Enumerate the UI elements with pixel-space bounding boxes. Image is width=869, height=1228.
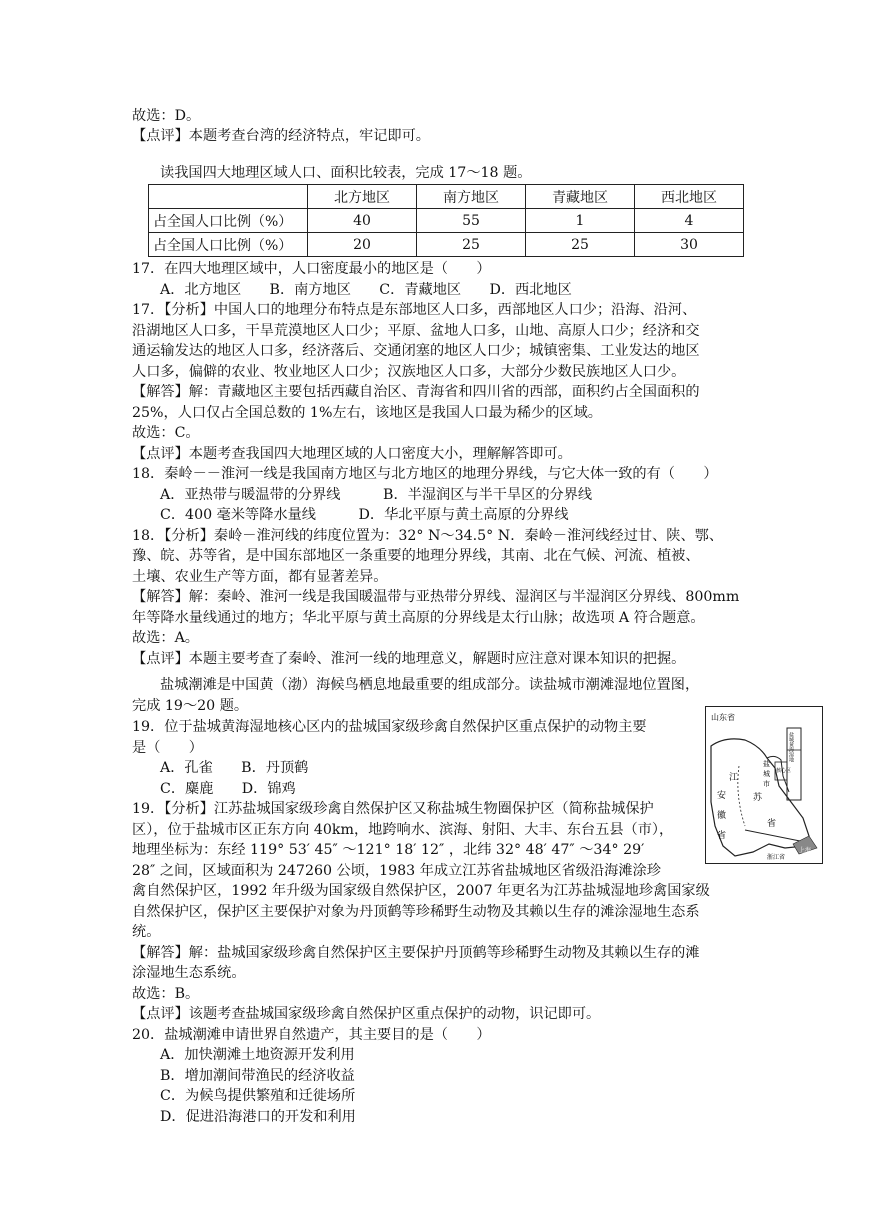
text-line: 统。 [132,924,161,940]
comment-line: 【点评】本题考查台湾的经济特点，牢记即可。 [132,128,430,144]
text-line: 土壤、农业生产等方面，都有显著差异。 [132,568,388,585]
row-label: 占全国人口比例（%） [149,209,308,233]
text-line: 涂湿地生态系统。 [132,965,246,981]
text-line: 沿湖地区人口多，干旱荒漠地区人口少；平原、盆地人口多，山地、高原人口少；经济和交 [132,322,700,339]
table-header-cell: 南方地区 [417,185,526,209]
answer-line: 故选：D。 [132,108,201,124]
table-cell: 25 [417,233,526,257]
table-header-cell: 青藏地区 [526,185,635,209]
question-intro: 读我国四大地理区域人口、面积比较表，完成 17～18 题。 [160,165,532,181]
text-line: 18．秦岭－－淮河一线是我国南方地区与北方地区的地理分界线，与它大体一致的有（ ） [132,466,718,482]
text-line: A．亚热带与暖温带的分界线 B．半湿润区与半干旱区的分界线 [160,486,593,503]
text-line: D．促进沿海港口的开发和利用 [160,1108,356,1125]
text-line: 17．在四大地理区域中，人口密度最小的地区是（ ） [132,261,491,277]
table-cell: 25 [526,233,635,257]
text-line: 【点评】本题考查我国四大地理区域的人口密度大小，理解解答即可。 [132,445,572,462]
label-jiang: 江 [729,773,739,783]
text-line: 25%，人口仅占全国总数的 1%左右，该地区是我国人口最为稀少的区域。 [132,404,602,421]
text-line: 故选：B。 [132,985,200,1002]
text-line: A．加快潮滩土地资源开发利用 [160,1047,355,1063]
table-header-cell: 北方地区 [308,185,417,209]
label-shandong: 山东省 [711,713,735,722]
text-line: 17．【分析】中国人口的地理分布特点是东部地区人口多，西部地区人口少；沿海、沿河、 [132,302,697,318]
region-comparison-table [148,184,744,257]
text-line: A．孔雀 B．丹顶鹤 [160,760,309,776]
text-line: 28″ 之间，区域面积为 247260 公顷，1983 年成立江苏省盐城地区省级沿海滩涂珍 [132,862,661,879]
text-line: 20．盐城潮滩申请世界自然遗产，其主要目的是（ ） [132,1026,491,1043]
table-header-row [149,185,744,209]
text-line: 通运输发达的地区人口多，经济落后、交通闭塞的地区人口少；城镇密集、工业发达的地区 [132,343,700,359]
table-cell: 40 [308,209,417,233]
text-line: C．麋鹿 D．锦鸡 [160,780,296,797]
text-line: C．400 毫米等降水量线 D．华北平原与黄土高原的分界线 [160,507,569,523]
text-line: 【点评】该题考查盐城国家级珍禽自然保护区重点保护的动物，识记即可。 [132,1006,601,1022]
table-cell: 30 [635,233,744,257]
label-yan: 盐 [763,760,770,768]
question-intro: 完成 19～20 题。 [132,698,249,714]
text-line: B．增加潮间带渔民的经济收益 [160,1067,355,1084]
row-label: 占全国人口比例（%） [149,233,308,257]
label-an: 安 [717,791,727,801]
text-line: 地理坐标为：东经 119° 53′ 45″ ～121° 18′ 12″ ，北纬 32° 48′ 47″ ～34° 29′ [132,842,645,858]
yancheng-wetland-map [705,706,823,864]
table-header-cell: 西北地区 [635,185,744,209]
label-cheng: 城 [763,770,770,778]
text-line: 是（ ） [132,739,203,756]
text-line: 自然保护区，保护区主要保护对象为丹顶鹤等珍稀野生动物及其赖以生存的滩涂湿地生态系 [132,903,700,920]
text-line: 人口多，偏僻的农业、牧业地区人口少；汉族地区人口多，大部分少数民族地区人口少。 [132,363,686,380]
text-line: 豫、皖、苏等省，是中国东部地区一条重要的地理分界线，其南、北在气候、河流、植被、 [132,548,700,564]
table-cell: 4 [635,209,744,233]
text-line: 【解答】解：秦岭、淮河一线是我国暖温带与亚热带分界线、湿润区与半湿润区分界线、800mm [132,589,740,605]
text-line: 故选：C。 [132,425,200,441]
text-line: 【解答】解：青藏地区主要包括西藏自治区、青海省和四川省的西部，面积约占全国面积的 [132,384,700,400]
label-zhejiang: 浙江省 [767,854,786,861]
table-header-cell [149,185,308,209]
text-line: 禽自然保护区，1992 年升级为国家级自然保护区，2007 年更名为江苏盐城湿地珍禽国家级 [132,883,710,899]
table-row [149,209,744,233]
label-shi: 市 [763,780,770,788]
text-line: C．为候鸟提供繁殖和迁徙场所 [160,1088,356,1104]
text-line: 故选：A。 [132,630,199,646]
text-line: 18．【分析】秦岭－淮河线的纬度位置为：32° N～34.5° N．秦岭－淮河线经过甘、陕、鄂、 [132,527,724,544]
text-line: 【解答】解：盐城国家级珍禽自然保护区主要保护丹顶鹤等珍稀野生动物及其赖以生存的滩 [132,944,700,961]
question-intro: 盐城潮滩是中国黄（渤）海候鸟栖息地最重要的组成部分。读盐城市潮滩湿地位置图， [160,677,700,693]
label-core: 核心区 [776,768,792,774]
label-hui: 徽 [717,811,727,821]
label-wetland: 盐城黄海湿地 [788,732,794,762]
text-line: 【点评】本题主要考查了秦岭、淮河一线的地理意义，解题时应注意对课本知识的把握。 [132,650,686,667]
text-line: 19．【分析】江苏盐城国家级珍禽自然保护区又称盐城生物圈保护区（简称盐城保护 [132,801,654,817]
label-shanghai: 上海 [799,847,812,854]
text-line: 区），位于盐城市区正东方向 40km，地跨响水、滨海、射阳、大丰、东台五县（市）， [132,821,674,838]
table-cell: 20 [308,233,417,257]
label-sheng: 省 [767,819,777,829]
table-cell: 55 [417,209,526,233]
label-su: 苏 [753,793,763,803]
text-line: 19．位于盐城黄海湿地核心区内的盐城国家级珍禽自然保护区重点保护的动物主要 [132,719,647,735]
text-line: 年等降水量线通过的地方；华北平原与黄土高原的分界线是太行山脉；故选项 A 符合题意。 [132,609,705,626]
table-cell: 1 [526,209,635,233]
label-sheng2: 省 [717,831,727,841]
table-row [149,233,744,257]
text-line: A．北方地区 B．南方地区 C．青藏地区 D．西北地区 [160,281,572,298]
